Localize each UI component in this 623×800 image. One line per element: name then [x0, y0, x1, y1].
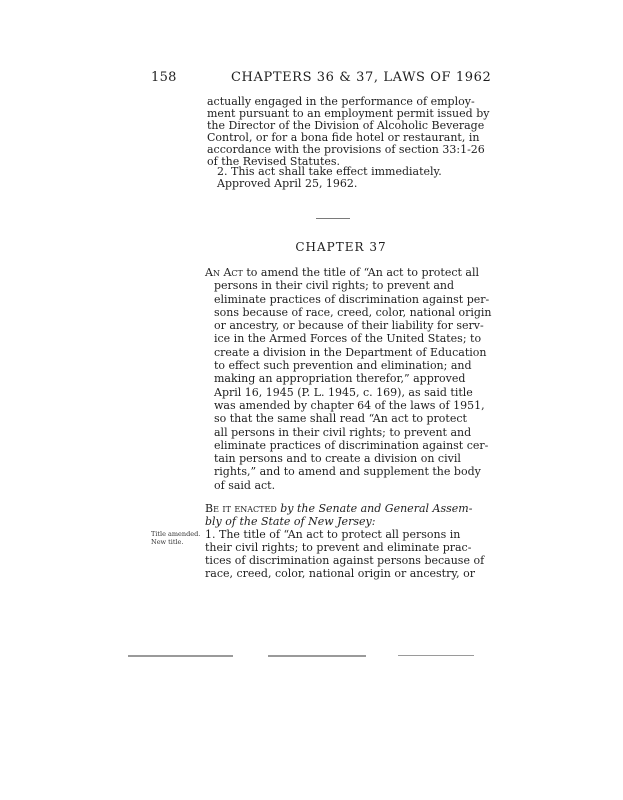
- title-line: making an appropriation therefor,” approved: [214, 372, 466, 386]
- section-1-text: [205, 528, 485, 580]
- title-line: was amended by chapter 64 of the laws of 1951,: [214, 398, 485, 412]
- text-line: their civil rights; to prevent and eliminate prac-: [205, 541, 472, 554]
- margin-note: [151, 530, 201, 546]
- text-line: race, creed, color, national origin or ancestry, or: [205, 567, 475, 580]
- enacting-line-1: by the Senate and General Assem-: [276, 502, 473, 515]
- page-header: [151, 70, 492, 86]
- scan-artifact-line: [268, 655, 366, 657]
- scan-artifact-line: [398, 655, 474, 656]
- chapter-heading: CHAPTER 37: [295, 240, 387, 254]
- title-line: of said act.: [214, 478, 276, 492]
- running-head: CHAPTERS 36 & 37, LAWS OF 1962: [231, 70, 492, 85]
- enacting-line-2: bly of the State of New Jersey:: [205, 515, 376, 528]
- margin-note-line: New title.: [151, 538, 184, 546]
- text-line: actually engaged in the performance of employ-: [207, 95, 475, 108]
- title-line: persons in their civil rights; to prevent and: [214, 279, 455, 293]
- text-line: accordance with the provisions of section 33:1-26: [207, 143, 485, 156]
- title-line: all persons in their civil rights; to prevent and: [214, 425, 472, 439]
- title-line: rights,” and to amend and supplement the body: [214, 465, 481, 479]
- title-line: create a division in the Department of Education: [214, 345, 487, 359]
- title-line: so that the same shall read “An act to protect: [214, 412, 467, 426]
- title-line: or ancestry, or because of their liability for serv-: [214, 319, 484, 333]
- title-first-line: to amend the title of “An act to protect all: [242, 266, 480, 279]
- text-line: 1. The title of “An act to protect all persons in: [205, 528, 461, 541]
- text-line: ment pursuant to an employment permit issued by: [207, 107, 490, 120]
- continued-section-text: [207, 95, 490, 168]
- title-line: to effect such prevention and elimination; and: [214, 359, 472, 373]
- title-line: eliminate practices of discrimination against per-: [214, 292, 490, 306]
- text-line: of the Revised Statutes.: [207, 155, 341, 168]
- scan-artifact-line: [128, 655, 233, 657]
- section-divider: [316, 218, 350, 219]
- enacting-clause: [205, 502, 473, 528]
- title-line: eliminate practices of discrimination against cer-: [214, 438, 489, 452]
- approval-date: Approved April 25, 1962.: [217, 177, 358, 190]
- title-line: sons because of race, creed, color, national origin: [214, 305, 492, 319]
- page-number: 158: [151, 70, 177, 85]
- text-line: Control, or for a bona fide hotel or restaurant, in: [207, 131, 480, 144]
- title-line: ice in the Armed Forces of the United States; to: [214, 332, 482, 346]
- section-2-text: 2. This act shall take effect immediately.: [217, 165, 442, 178]
- margin-note-line: Title amended.: [151, 530, 201, 538]
- text-line: tices of discrimination against persons because of: [205, 554, 485, 567]
- title-line: April 16, 1945 (P. L. 1945, c. 169), as said title: [214, 385, 473, 399]
- title-line: tain persons and to create a division on civil: [214, 452, 461, 466]
- text-line: the Director of the Division of Alcoholic Beverage: [207, 119, 485, 132]
- chapter-title: [205, 266, 492, 492]
- act-lead: An Act: [205, 266, 243, 279]
- closing-provisions: [207, 166, 475, 190]
- enacting-lead: Be it enacted: [205, 502, 277, 515]
